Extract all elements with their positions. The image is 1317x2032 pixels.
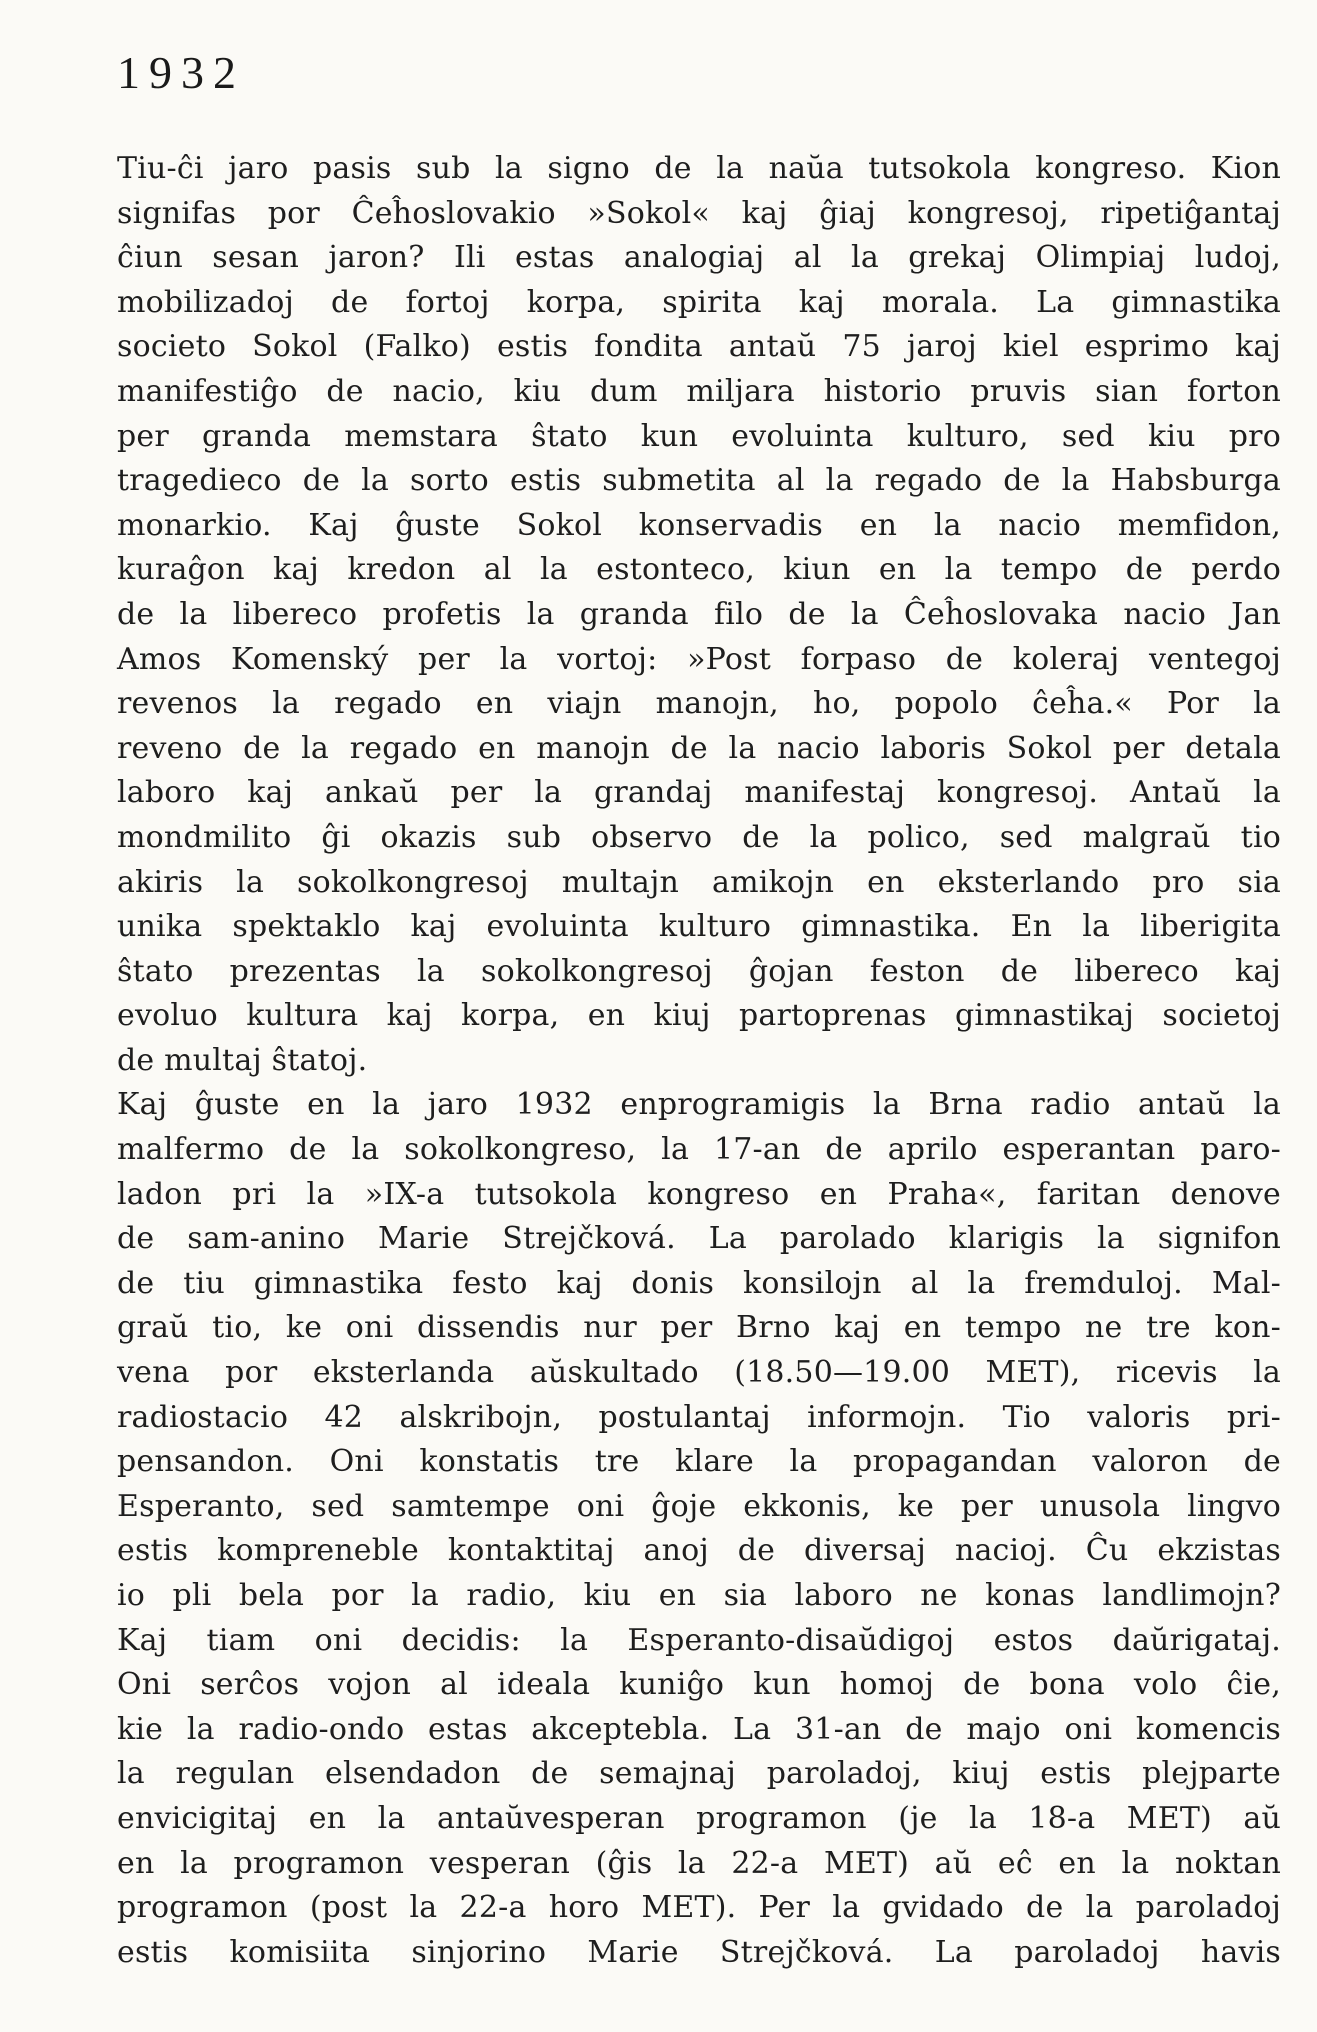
text-line: io pli bela por la radio, kiu en sia laboro ne konas landlimojn? [117,1578,1281,1613]
text-line: mobilizadoj de fortoj korpa, spirita kaj morala. La gimnastika [117,284,1281,320]
text-line: kuraĝon kaj kredon al la estonteco, kiun en la tempo de perdo [117,552,1281,588]
text-line: ŝtato prezentas la sokolkongresoj ĝojan feston de libereco kaj [117,953,1281,989]
text-line: unika spektaklo kaj evoluinta kulturo gimnastika. En la liberigita [117,909,1281,945]
text-line: kie la radio-ondo estas akceptebla. La 31-an de majo oni komencis [117,1711,1281,1747]
text-line: laboro kaj ankaŭ per la grandaj manifestaj kongresoj. Antaŭ la [117,775,1281,811]
text-line: de sam-anino Marie Strejčková. La parolado klarigis la signifon [117,1221,1281,1257]
text-line: Kaj ĝuste en la jaro 1932 enprogramigis la Brna radio antaŭ la [117,1087,1281,1123]
text-line: de tiu gimnastika festo kaj donis konsilojn al la fremduloj. Mal- [117,1265,1281,1301]
text-line: per granda memstara ŝtato kun evoluinta kulturo, sed kiu pro [117,418,1281,454]
text-line: mondmilito ĝi okazis sub observo de la polico, sed malgraŭ tio [117,819,1281,855]
text-line: societo Sokol (Falko) estis fondita antaŭ 75 jaroj kiel esprimo kaj [117,329,1281,365]
text-line: de multaj ŝtatoj. [117,1042,368,1078]
text-line: akiris la sokolkongresoj multajn amikojn en eksterlando pro sia [117,864,1281,900]
text-line: ladon pri la »IX-a tutsokola kongreso en Praha«, faritan denove [117,1176,1281,1212]
text-line: vena por eksterlanda aŭskultado (18.50—19.00 MET), ricevis la [117,1355,1281,1391]
text-line: de la libereco profetis la granda filo de la Ĉeĥoslovaka nacio Jan [117,596,1281,632]
text-line: Esperanto, sed samtempe oni ĝoje ekkonis, ke per unusola lingvo [117,1488,1281,1524]
text-line: Amos Komenský per la vortoj: »Post forpaso de koleraj ventegoj [117,641,1281,677]
text-line: Oni serĉos vojon al ideala kuniĝo kun homoj de bona volo ĉie, [117,1667,1281,1703]
body-text [117,147,1281,1975]
text-line: ĉiun sesan jaron? Ili estas analogiaj al la grekaj Olimpiaj ludoj, [117,240,1281,276]
text-line: pensandon. Oni konstatis tre klare la propagandan valoron de [117,1444,1281,1480]
text-line: la regulan elsendadon de semajnaj paroladoj, kiuj estis plejparte [117,1756,1281,1792]
text-line: reveno de la regado en manojn de la nacio laboris Sokol per detala [117,730,1281,766]
text-line: monarkio. Kaj ĝuste Sokol konservadis en la nacio memfidon, [117,507,1281,543]
text-line: programon (post la 22-a horo MET). Per la gvidado de la paroladoj [117,1890,1281,1926]
text-line: revenos la regado en viajn manojn, ho, popolo ĉeĥa.« Por la [117,686,1281,722]
text-line: malfermo de la sokolkongreso, la 17-an de aprilo esperantan paro- [117,1132,1281,1168]
page-year-heading: 1932 [117,47,245,98]
text-line: signifas por Ĉeĥoslovakio »Sokol« kaj ĝiaj kongresoj, ripetiĝantaj [117,195,1281,231]
text-line: graŭ tio, ke oni dissendis nur per Brno kaj en tempo ne tre kon- [117,1310,1281,1346]
text-line: estis kompreneble kontaktitaj anoj de diversaj nacioj. Ĉu ekzistas [117,1533,1281,1569]
text-line: estis komisiita sinjorino Marie Strejčková. La paroladoj havis [117,1934,1281,1970]
text-line: envicigitaj en la antaŭvesperan programon (je la 18-a MET) aŭ [117,1800,1281,1836]
text-line: en la programon vesperan (ĝis la 22-a MET) aŭ eĉ en la noktan [117,1845,1281,1881]
text-line: evoluo kultura kaj korpa, en kiuj partoprenas gimnastikaj societoj [117,998,1281,1034]
text-line: tragedieco de la sorto estis submetita al la regado de la Habsburga [117,463,1281,499]
text-line: Tiu-ĉi jaro pasis sub la signo de la naŭa tutsokola kongreso. Kion [117,151,1281,186]
text-line: radiostacio 42 alskribojn, postulantaj informojn. Tio valoris pri- [117,1399,1281,1435]
text-line: manifestiĝo de nacio, kiu dum miljara historio pruvis sian forton [117,373,1281,409]
text-line: Kaj tiam oni decidis: la Esperanto-disaŭdigoj estos daŭrigataj. [117,1622,1281,1658]
